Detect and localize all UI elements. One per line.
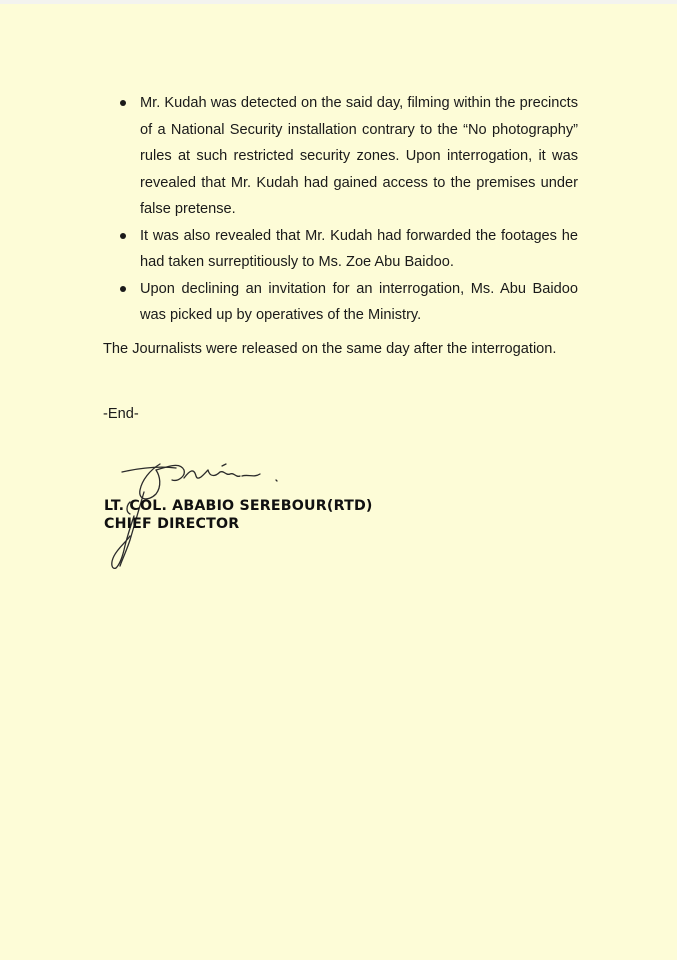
end-marker: -End- (103, 406, 139, 422)
bullet-list (120, 90, 578, 329)
bullet-text: Mr. Kudah was detected on the said day, filming within the precincts of a National Security installation contrary to the “No photography” rules at such restricted security zones. Upon interrogation, it was revealed that Mr. Kudah had gained access to the premises under false pretense. (140, 95, 578, 217)
bullet-item (120, 223, 578, 276)
bullet-icon (120, 233, 126, 239)
bullet-icon (120, 286, 126, 292)
bullet-text: Upon declining an invitation for an interrogation, Ms. Abu Baidoo was picked up by operatives of the Ministry. (140, 280, 578, 323)
signatory-title: CHIEF DIRECTOR (104, 516, 240, 532)
bullet-item (120, 90, 578, 223)
bullet-item (120, 276, 578, 329)
closing-paragraph: The Journalists were released on the same day after the interrogation. (103, 341, 557, 357)
bullet-icon (120, 100, 126, 106)
signatory-name: LT. COL. ABABIO SEREBOUR(RTD) (104, 498, 373, 514)
handwritten-signature (100, 456, 290, 574)
bullet-text: It was also revealed that Mr. Kudah had forwarded the footages he had taken surreptitiously to Ms. Zoe Abu Baidoo. (140, 227, 578, 270)
document-page (0, 4, 677, 960)
